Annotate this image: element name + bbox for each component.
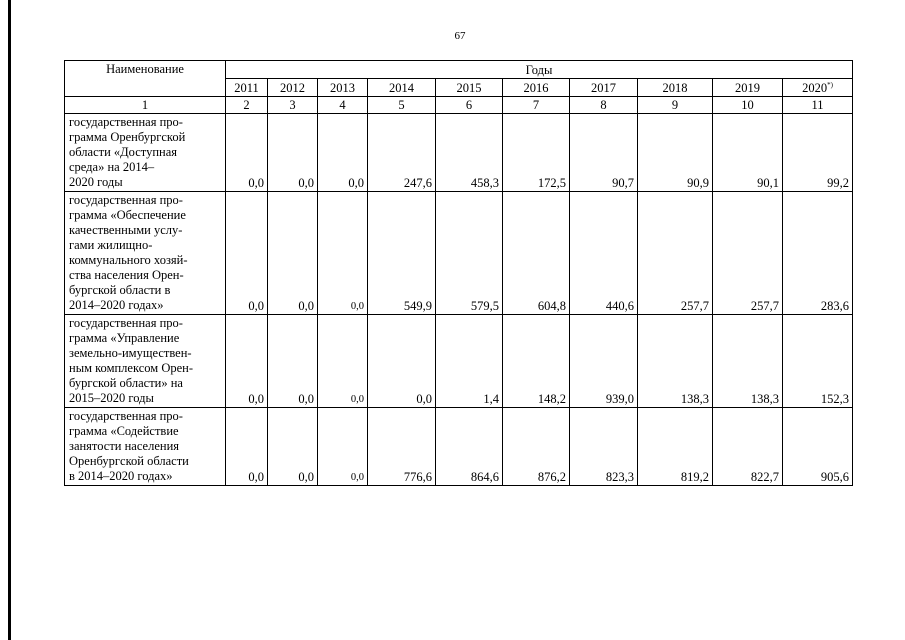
program-name-line: государственная про-: [69, 115, 183, 129]
page-number: 67: [454, 30, 466, 42]
column-number-cell: 9: [638, 97, 713, 114]
column-number-cell: 10: [713, 97, 783, 114]
year-header-2018: 2018: [638, 79, 713, 97]
column-number-cell: 4: [318, 97, 368, 114]
value-cell-2012: 0,0: [268, 315, 318, 408]
program-name-cell: [65, 114, 226, 192]
table-row: [65, 192, 853, 315]
year-header-2020: 2020*): [783, 79, 853, 97]
program-name-line: грамма «Обеспечение: [69, 208, 186, 222]
table-row: [65, 114, 853, 192]
value-cell-2020: 152,3: [783, 315, 853, 408]
value-cell-2019: 138,3: [713, 315, 783, 408]
value-cell-2012: 0,0: [268, 408, 318, 486]
value-cell-2014: 247,6: [368, 114, 436, 192]
value-cell-2020: 905,6: [783, 408, 853, 486]
program-name-line: государственная про-: [69, 316, 183, 330]
column-number-cell: 1: [65, 97, 226, 114]
value-cell-2013: 0,0: [318, 114, 368, 192]
program-name-line: бургской области в: [69, 283, 171, 297]
year-header-2013: 2013: [318, 79, 368, 97]
value-cell-2018: 819,2: [638, 408, 713, 486]
value-cell-2020: 99,2: [783, 114, 853, 192]
value-cell-2011: 0,0: [226, 114, 268, 192]
year-header-2015: 2015: [436, 79, 503, 97]
scan-edge-bar: [8, 0, 11, 640]
value-cell-2018: 138,3: [638, 315, 713, 408]
value-cell-2017: 440,6: [570, 192, 638, 315]
program-name-line: 2015–2020 годы: [69, 391, 154, 405]
year-header-2016: 2016: [503, 79, 570, 97]
value-cell-2015: 458,3: [436, 114, 503, 192]
value-cell-2018: 257,7: [638, 192, 713, 315]
value-cell-2012: 0,0: [268, 114, 318, 192]
program-name-cell: [65, 192, 226, 315]
program-name-line: Оренбургской области: [69, 454, 189, 468]
program-name-line: коммунального хозяй-: [69, 253, 188, 267]
value-cell-2020: 283,6: [783, 192, 853, 315]
column-number-cell: 3: [268, 97, 318, 114]
program-name-cell: [65, 408, 226, 486]
program-name-line: занятости населения: [69, 439, 180, 453]
table-row: [65, 408, 853, 486]
value-cell-2017: 90,7: [570, 114, 638, 192]
program-name-line: ства населения Орен-: [69, 268, 184, 282]
year-header-2011: 2011: [226, 79, 268, 97]
column-number-cell: 8: [570, 97, 638, 114]
value-cell-2017: 939,0: [570, 315, 638, 408]
footnote-mark: *): [827, 80, 833, 89]
value-cell-2013: 0,0: [318, 192, 368, 315]
program-name-line: бургской области» на: [69, 376, 183, 390]
years-column-header: Годы: [226, 61, 853, 79]
program-name-line: ным комплексом Орен-: [69, 361, 193, 375]
value-cell-2015: 1,4: [436, 315, 503, 408]
value-cell-2011: 0,0: [226, 408, 268, 486]
value-cell-2013: 0,0: [318, 315, 368, 408]
program-name-line: грамма Оренбургской: [69, 130, 186, 144]
program-name-line: качественными услу-: [69, 223, 183, 237]
column-number-cell: 5: [368, 97, 436, 114]
header-row-column-numbers: [65, 97, 853, 114]
column-number-cell: 7: [503, 97, 570, 114]
value-cell-2019: 822,7: [713, 408, 783, 486]
value-cell-2016: 148,2: [503, 315, 570, 408]
program-name-line: в 2014–2020 годах»: [69, 469, 173, 483]
program-name-line: среда» на 2014–: [69, 160, 155, 174]
table-row: [65, 315, 853, 408]
column-number-cell: 2: [226, 97, 268, 114]
value-cell-2011: 0,0: [226, 315, 268, 408]
program-name-line: области «Доступная: [69, 145, 178, 159]
program-name-line: грамма «Управление: [69, 331, 180, 345]
year-header-2012: 2012: [268, 79, 318, 97]
year-header-2017: 2017: [570, 79, 638, 97]
program-name-line: государственная про-: [69, 193, 183, 207]
value-cell-2012: 0,0: [268, 192, 318, 315]
column-number-cell: 6: [436, 97, 503, 114]
program-name-line: 2020 годы: [69, 175, 123, 189]
program-name-line: грамма «Содействие: [69, 424, 179, 438]
year-header-2014: 2014: [368, 79, 436, 97]
value-cell-2013: 0,0: [318, 408, 368, 486]
value-cell-2014: 549,9: [368, 192, 436, 315]
value-cell-2016: 172,5: [503, 114, 570, 192]
value-cell-2015: 579,5: [436, 192, 503, 315]
value-cell-2014: 0,0: [368, 315, 436, 408]
program-name-line: 2014–2020 годах»: [69, 298, 164, 312]
name-column-header: Наименование: [65, 61, 226, 97]
value-cell-2017: 823,3: [570, 408, 638, 486]
value-cell-2019: 257,7: [713, 192, 783, 315]
column-number-cell: 11: [783, 97, 853, 114]
program-name-line: земельно-имуществен-: [69, 346, 192, 360]
year-header-2019: 2019: [713, 79, 783, 97]
program-name-line: гами жилищно-: [69, 238, 153, 252]
value-cell-2011: 0,0: [226, 192, 268, 315]
value-cell-2016: 876,2: [503, 408, 570, 486]
value-cell-2014: 776,6: [368, 408, 436, 486]
program-name-cell: [65, 315, 226, 408]
value-cell-2016: 604,8: [503, 192, 570, 315]
value-cell-2015: 864,6: [436, 408, 503, 486]
value-cell-2018: 90,9: [638, 114, 713, 192]
header-row-top: [65, 61, 853, 79]
program-name-line: государственная про-: [69, 409, 183, 423]
budget-table: [64, 60, 853, 486]
value-cell-2019: 90,1: [713, 114, 783, 192]
